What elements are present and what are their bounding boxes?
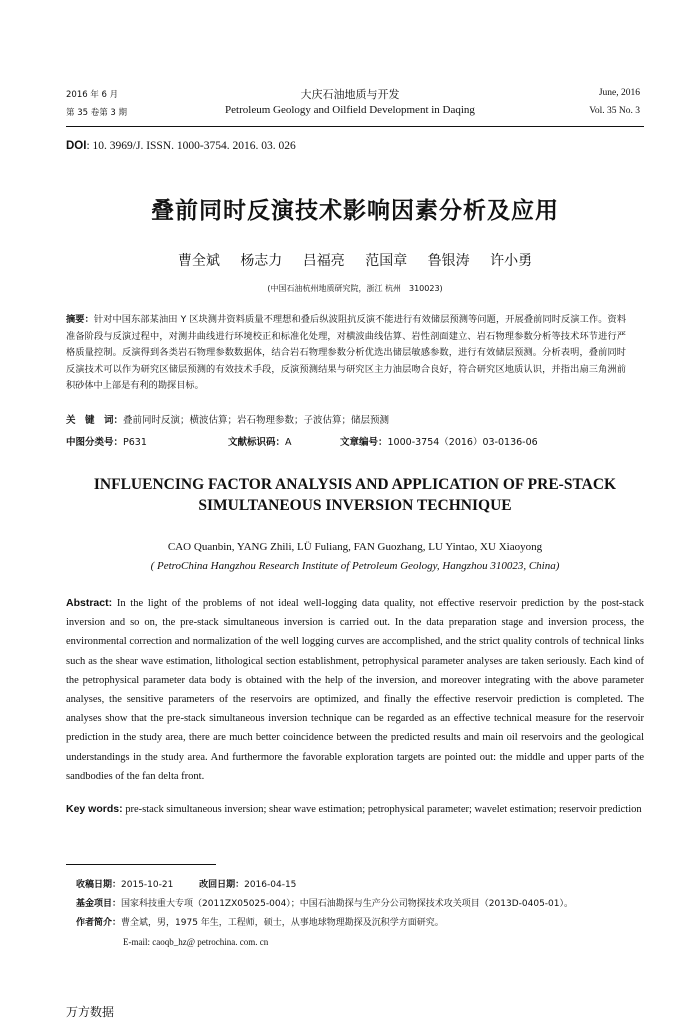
fund-value: 国家科技重大专项（2011ZX05025-004）；中国石油勘探与生产分公司物探技术攻关项目（2013D-0405-01）。 [121, 899, 573, 909]
keywords-en-text: pre-stack simultaneous inversion; shear wave estimation; petrophysical parameter; wavelet estimation; reservoir prediction [125, 804, 642, 815]
doi-value: : 10. 3969/J. ISSN. 1000-3754. 2016. 03. 026 [86, 140, 296, 152]
author-zh: 吕福亮 [302, 253, 345, 269]
header-volume-zh: 第 35 卷第 3 期 [66, 108, 128, 118]
author-zh: 范国章 [365, 253, 408, 269]
abstract-en-text: In the light of the problems of not ideal well-logging data quality, not effective reservoir prediction by the post-stack inversion and so on, the pre-stack simultaneous inversion is carried out. In the data preparation stage and inversion process, the environmental correction and normalization of the well logging curves are accomplished, and the strict quality controls of technical links such as the shear wave estimation, lithological section establishment, petrophysical parameter analyses are taken seriously. Each kind of the petrophysical parameter data body is obtained with the help of the inversion, and moreover integrating with the above parameter analyses, the sensitive parameters of the reservoirs are optimized, and finally the effective reservoir prediction is completed. The analyses show that the pre-stack simultaneous inversion technique can be regarded as an effective technical measure for the reservoir prediction in the study area, there are much better coincidence between the predicted results and main oil reservoirs and the geological understandings in the study area. And furthermore the favorable exploration targets are pointed out: the middle and upper parts of the sandbodies of the fan delta front. [66, 598, 645, 782]
fund-label: 基金项目： [76, 899, 122, 909]
clc-value: P631 [123, 437, 147, 448]
received-label: 收稿日期： [76, 880, 122, 890]
title-zh: 叠前同时反演技术影响因素分析及应用 [151, 198, 559, 224]
article-number-label: 文章编号： [340, 437, 388, 448]
keywords-en [66, 800, 644, 819]
received-value: 2015-10-21 [121, 880, 174, 890]
author-zh: 鲁银涛 [427, 253, 470, 269]
affiliation-en: ( PetroChina Hangzhou Research Institute of Petroleum Geology, Hangzhou 310023, China) [150, 560, 560, 572]
header-rule [66, 126, 644, 127]
author-zh: 许小勇 [490, 253, 533, 269]
abstract-zh [66, 312, 626, 395]
header-date-en: June, 2016 [598, 88, 640, 98]
doc-code [228, 434, 292, 448]
authors-en: CAO Quanbin, YANG Zhili, LÜ Fuliang, FAN Guozhang, LU Yintao, XU Xiaoyong [167, 541, 543, 553]
keywords-zh-text: 叠前同时反演；横波估算；岩石物理参数；子波估算；储层预测 [123, 415, 390, 426]
doi-line [66, 140, 296, 152]
header-volume-en: Vol. 35 No. 3 [589, 106, 640, 116]
watermark: 万方数据 [66, 1005, 115, 1019]
authors-zh [66, 250, 644, 270]
footnote-rule [66, 864, 216, 865]
abstract-zh-label: 摘要： [66, 314, 94, 325]
header-date-zh: 2016 年 6 月 [66, 90, 119, 100]
author-bio-value: 曹全斌，男，1975 年生，工程师，硕士，从事地球物理勘探及沉积学方面研究。 [121, 918, 444, 928]
author-email: E-mail: caoqb_hz@ petrochina. com. cn [123, 937, 269, 947]
author-zh: 杨志力 [240, 253, 283, 269]
article-number [340, 434, 538, 448]
footnotes [76, 876, 644, 952]
abstract-zh-text: 针对中国东部某油田 Y 区块测井资料质量不理想和叠后纵波阻抗反演不能进行有效储层预测等问题，开展叠前同时反演工作。资料准备阶段与反演过程中，对测井曲线进行环境校正和标准化处理，对横波曲线估算、岩性剖面建立、岩石物理参数分析等技术环节进行严格质量控制。反演得到各类岩石物理参数数据体，结合岩石物理参数分析优选出储层敏感参数，进行有效储层预测。分析表明，叠前同时反演技术可以作为研究区储层预测的有效技术手段，反演预测结果与研究区主力油层吻合良好，符合研究区地质认识，并指出扇三角洲前积砂体中上部是有利的勘探目标。 [66, 314, 627, 392]
journal-name-zh: 大庆石油地质与开发 [300, 88, 400, 101]
author-bio-label: 作者简介： [76, 918, 122, 928]
doc-code-value: A [285, 437, 292, 448]
journal-name-en: Petroleum Geology and Oilfield Development in Daqing [225, 104, 475, 116]
footnote-author [76, 914, 644, 933]
footnote-fund [76, 895, 644, 914]
doc-code-label: 文献标识码： [228, 437, 286, 448]
footnote-dates [76, 876, 644, 895]
revised-label: 改回日期： [199, 880, 245, 890]
keywords-zh-label: 关 键 词： [66, 415, 124, 426]
keywords-zh [66, 412, 636, 426]
article-number-value: 1000-3754（2016）03-0136-06 [387, 437, 538, 448]
abstract-en [66, 594, 644, 786]
revised-value: 2016-04-15 [244, 880, 297, 890]
title-en: INFLUENCING FACTOR ANALYSIS AND APPLICATION OF PRE-STACK SIMULTANEOUS INVERSION TECHNIQUE [93, 476, 617, 514]
clc-label: 中图分类号： [66, 437, 124, 448]
doi-label: DOI [66, 140, 87, 152]
clc [66, 434, 147, 448]
keywords-en-label: Key words: [66, 803, 123, 815]
author-zh: 曹全斌 [177, 253, 220, 269]
abstract-en-label: Abstract: [66, 597, 113, 609]
affiliation-zh: (中国石油杭州地质研究院，浙江 杭州 310023) [267, 284, 443, 293]
